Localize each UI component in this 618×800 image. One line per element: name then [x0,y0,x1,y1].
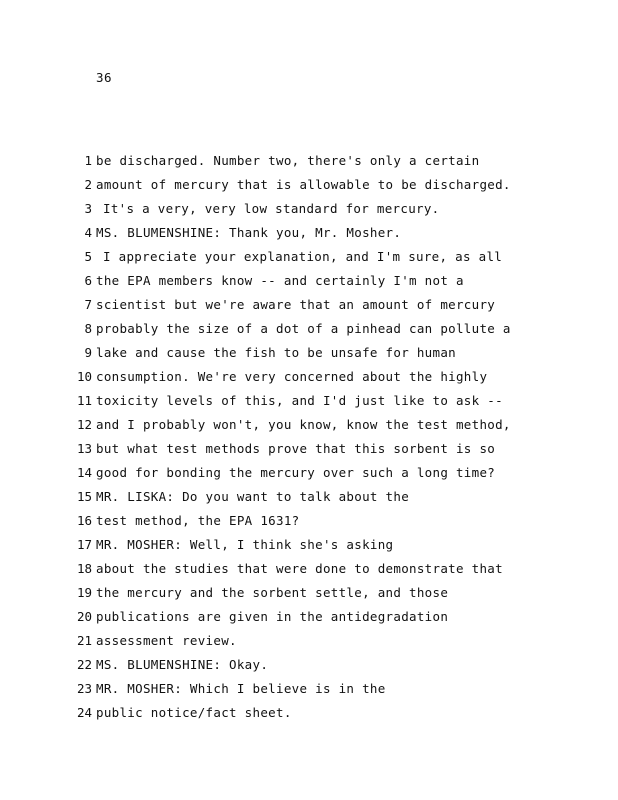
transcript-line [0,561,618,585]
transcript-line [0,609,618,633]
line-text: test method, the EPA 1631? [96,513,300,528]
line-text: MR. MOSHER: Which I believe is in the [96,681,386,696]
line-text: public notice/fact sheet. [96,705,292,720]
transcript-lines [0,153,618,729]
transcript-line [0,345,618,369]
transcript-line [0,417,618,441]
line-text: MS. BLUMENSHINE: Thank you, Mr. Mosher. [96,225,402,240]
line-text: and I probably won't, you know, know the test method, [96,417,511,432]
line-text: toxicity levels of this, and I'd just like to ask -- [96,393,503,408]
line-text: scientist but we're aware that an amount of mercury [96,297,496,312]
line-text: assessment review. [96,633,237,648]
transcript-line [0,585,618,609]
line-number: 20 [76,609,92,624]
line-number: 22 [76,657,92,672]
line-number: 5 [84,249,92,264]
transcript-line [0,321,618,345]
transcript-line [0,393,618,417]
line-number: 16 [76,513,92,528]
line-text: MR. MOSHER: Well, I think she's asking [96,537,394,552]
line-number: 10 [76,369,92,384]
line-number: 11 [76,393,92,408]
line-text: amount of mercury that is allowable to be discharged. [96,177,511,192]
line-number: 18 [76,561,92,576]
line-text: It's a very, very low standard for mercury. [103,201,440,216]
line-text: the mercury and the sorbent settle, and those [96,585,449,600]
line-text: MS. BLUMENSHINE: Okay. [96,657,269,672]
line-number: 4 [84,225,92,240]
line-text: probably the size of a dot of a pinhead can pollute a [96,321,511,336]
line-text: but what test methods prove that this sorbent is so [96,441,496,456]
transcript-line [0,681,618,705]
line-text: the EPA members know -- and certainly I'm not a [96,273,464,288]
transcript-line [0,369,618,393]
line-text: be discharged. Number two, there's only a certain [96,153,480,168]
transcript-line [0,225,618,249]
line-text: publications are given in the antidegradation [96,609,449,624]
transcript-line [0,249,618,273]
line-number: 7 [84,297,92,312]
line-number: 12 [76,417,92,432]
line-text: I appreciate your explanation, and I'm sure, as all [103,249,503,264]
line-number: 1 [84,153,92,168]
line-number: 15 [76,489,92,504]
line-number: 8 [84,321,92,336]
line-number: 14 [76,465,92,480]
line-number: 3 [84,201,92,216]
line-number: 24 [76,705,92,720]
transcript-line [0,633,618,657]
transcript-line [0,273,618,297]
line-number: 9 [84,345,92,360]
transcript-line [0,297,618,321]
transcript-line [0,513,618,537]
transcript-line [0,657,618,681]
transcript-line [0,201,618,225]
transcript-line [0,441,618,465]
page-number: 36 [96,70,113,85]
transcript-line [0,465,618,489]
line-text: good for bonding the mercury over such a long time? [96,465,496,480]
line-number: 2 [84,177,92,192]
line-text: consumption. We're very concerned about the highly [96,369,488,384]
transcript-line [0,153,618,177]
line-text: about the studies that were done to demonstrate that [96,561,503,576]
transcript-line [0,537,618,561]
transcript-line [0,489,618,513]
transcript-line [0,705,618,729]
line-number: 6 [84,273,92,288]
line-text: MR. LISKA: Do you want to talk about the [96,489,410,504]
line-number: 19 [76,585,92,600]
line-number: 13 [76,441,92,456]
line-text: lake and cause the fish to be unsafe for human [96,345,456,360]
line-number: 17 [76,537,92,552]
transcript-line [0,177,618,201]
line-number: 21 [76,633,92,648]
line-number: 23 [76,681,92,696]
